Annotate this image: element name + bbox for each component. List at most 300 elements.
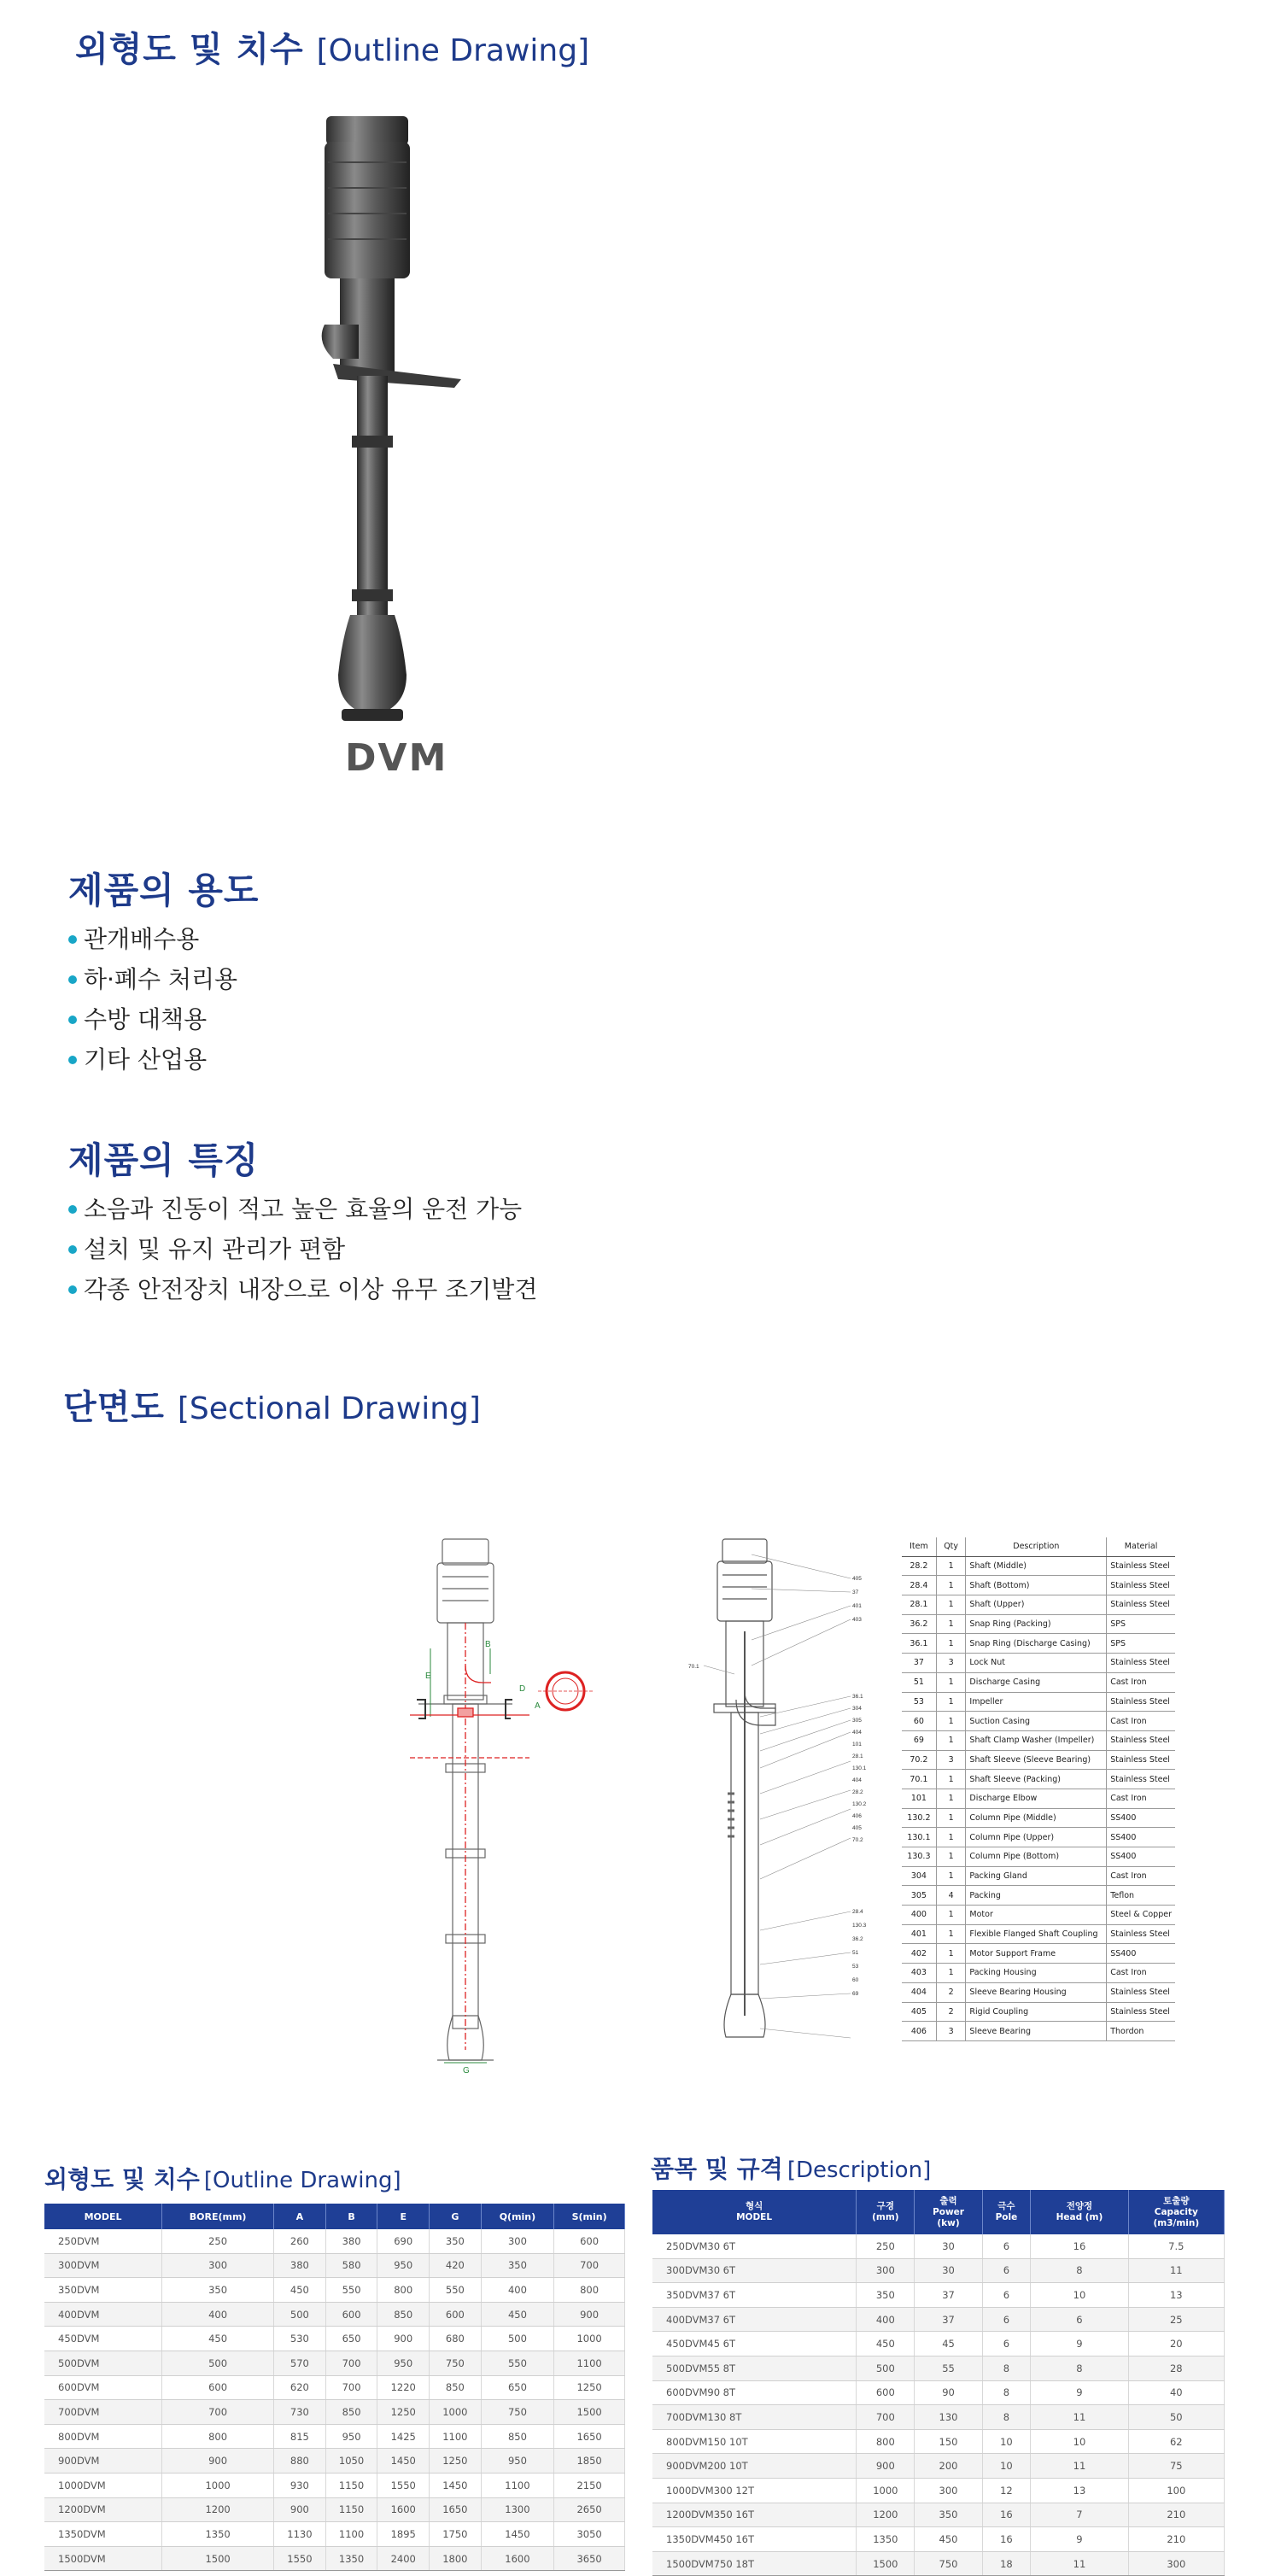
table-cell: 350DVM37 6T <box>652 2283 857 2308</box>
table-row <box>44 2546 625 2571</box>
table-cell: 51 <box>902 1672 936 1692</box>
column-header-line: (kw) <box>937 2217 960 2228</box>
table-cell: 450 <box>481 2302 553 2327</box>
column-header <box>915 2190 982 2234</box>
table-row <box>902 1614 1175 1634</box>
dimension-drawing <box>393 1537 598 2075</box>
table-cell: 350 <box>162 2278 274 2303</box>
table-row <box>902 1964 1175 1983</box>
table-cell: 403 <box>902 1964 936 1983</box>
table-cell: Stainless Steel <box>1107 1654 1175 1673</box>
table-row <box>652 2503 1225 2527</box>
table-cell: 6 <box>982 2332 1031 2356</box>
table-cell: 500 <box>481 2327 553 2351</box>
table-row <box>902 1808 1175 1828</box>
table-cell: 450DVM45 6T <box>652 2332 857 2356</box>
column-header <box>1128 2190 1224 2234</box>
table-cell: 37 <box>915 2307 982 2332</box>
column-header-line: 형식 <box>745 2201 763 2211</box>
table-cell: 11 <box>1031 2551 1128 2576</box>
column-header-line: Head (m) <box>1056 2212 1103 2222</box>
table-cell: 380 <box>274 2253 326 2278</box>
table-cell: 3650 <box>554 2546 625 2571</box>
table-row <box>902 1692 1175 1712</box>
table-cell: 550 <box>325 2278 377 2303</box>
table-row <box>902 1556 1175 1576</box>
table-cell: 700 <box>325 2351 377 2375</box>
table-cell: 1 <box>936 1595 966 1615</box>
table-cell: 1100 <box>554 2351 625 2375</box>
table-cell: 28 <box>1128 2356 1224 2380</box>
table-cell: Column Pipe (Upper) <box>966 1828 1107 1847</box>
callout: 401 <box>852 1603 862 1609</box>
table-cell: 75 <box>1128 2454 1224 2479</box>
parts-table <box>902 1537 1175 2041</box>
table-row <box>902 1944 1175 1964</box>
table-cell: 450DVM <box>44 2327 162 2351</box>
table-cell: 1000DVM300 12T <box>652 2478 857 2503</box>
model-label: DVM <box>345 736 448 780</box>
table-cell: 350 <box>857 2283 915 2308</box>
column-header: B <box>325 2204 377 2229</box>
table-cell: Packing Housing <box>966 1964 1107 1983</box>
table-cell: 1000 <box>554 2327 625 2351</box>
table-cell: 700 <box>325 2375 377 2400</box>
table-cell: Suction Casing <box>966 1712 1107 1731</box>
table-cell: 380 <box>325 2229 377 2253</box>
table-cell: 600 <box>325 2302 377 2327</box>
table-row <box>652 2332 1225 2356</box>
bullet-icon <box>68 1056 77 1064</box>
sectional-heading-en: [Sectional Drawing] <box>177 1391 481 1426</box>
table-cell: 1 <box>936 1634 966 1654</box>
table-cell: 300 <box>857 2258 915 2283</box>
table-cell: 200 <box>915 2454 982 2479</box>
table-cell: 55 <box>915 2356 982 2380</box>
table-cell: 850 <box>325 2400 377 2425</box>
table-cell: 4 <box>936 1886 966 1906</box>
table-cell: Stainless Steel <box>1107 1576 1175 1595</box>
dvm-pump-photo <box>307 111 478 726</box>
table-cell: 9 <box>1031 2380 1128 2405</box>
table-cell: 1 <box>936 1924 966 1944</box>
table-cell: 1500DVM <box>44 2546 162 2571</box>
table-cell: 1800 <box>430 2546 482 2571</box>
column-header: BORE(mm) <box>162 2204 274 2229</box>
table-cell: 350DVM <box>44 2278 162 2303</box>
table-cell: 62 <box>1128 2429 1224 2454</box>
table-cell: Snap Ring (Packing) <box>966 1614 1107 1634</box>
table-row <box>902 1906 1175 1925</box>
outline-table-heading <box>44 2161 401 2195</box>
callout: 130.1 <box>852 1765 867 1771</box>
table-row <box>902 1654 1175 1673</box>
callout: 36.2 <box>852 1936 863 1942</box>
table-cell: 28.1 <box>902 1595 936 1615</box>
table-cell: Shaft (Middle) <box>966 1556 1107 1576</box>
table-cell: 40 <box>1128 2380 1224 2405</box>
callout: 404 <box>852 1730 862 1736</box>
table-row <box>44 2351 625 2375</box>
table-cell: 404 <box>902 1982 936 2002</box>
table-cell: Column Pipe (Middle) <box>966 1808 1107 1828</box>
outline-heading <box>75 22 589 71</box>
table-cell: 8 <box>1031 2258 1128 2283</box>
outline-dimension-table <box>44 2204 625 2571</box>
table-cell: 1 <box>936 1576 966 1595</box>
dim-letter-d: D <box>519 1684 526 1694</box>
table-cell: 305 <box>902 1886 936 1906</box>
table-cell: 300DVM <box>44 2253 162 2278</box>
table-cell: 1850 <box>554 2449 625 2474</box>
table-cell: 260 <box>274 2229 326 2253</box>
table-cell: 750 <box>915 2551 982 2576</box>
usage-list <box>68 919 237 1080</box>
callout: 37 <box>852 1590 859 1595</box>
table-row <box>44 2327 625 2351</box>
list-item: 기타 산업용 <box>68 1039 237 1080</box>
callout: 51 <box>852 1950 859 1956</box>
table-row <box>652 2258 1225 2283</box>
table-cell: Motor <box>966 1906 1107 1925</box>
table-cell: 37 <box>915 2283 982 2308</box>
table-cell: 620 <box>274 2375 326 2400</box>
column-header-line: Capacity <box>1154 2206 1198 2217</box>
table-cell: Stainless Steel <box>1107 1595 1175 1615</box>
table-cell: 600 <box>162 2375 274 2400</box>
table-cell: 37 <box>902 1654 936 1673</box>
callout: 60 <box>852 1977 859 1983</box>
table-cell: 13 <box>1031 2478 1128 2503</box>
table-cell: Discharge Casing <box>966 1672 1107 1692</box>
column-header-line: 전양정 <box>1066 2201 1093 2211</box>
table-row <box>902 1634 1175 1654</box>
table-cell: 800 <box>377 2278 430 2303</box>
table-cell: 20 <box>1128 2332 1224 2356</box>
table-cell: 450 <box>162 2327 274 2351</box>
callout: 404 <box>852 1777 862 1783</box>
column-header: MODEL <box>44 2204 162 2229</box>
table-cell: 900 <box>274 2497 326 2522</box>
table-cell: 1 <box>936 1556 966 1576</box>
table-cell: 700DVM <box>44 2400 162 2425</box>
table-cell: Stainless Steel <box>1107 1730 1175 1750</box>
table-cell: 6 <box>982 2307 1031 2332</box>
callout: 70.2 <box>852 1837 863 1843</box>
table-cell: Cast Iron <box>1107 1789 1175 1808</box>
table-row <box>44 2522 625 2547</box>
table-row <box>902 1712 1175 1731</box>
table-cell: 450 <box>915 2527 982 2552</box>
table-row <box>44 2253 625 2278</box>
table-cell: 30 <box>915 2258 982 2283</box>
callout: 36.1 <box>852 1694 863 1700</box>
table-row <box>902 1886 1175 1906</box>
table-cell: 500 <box>162 2351 274 2375</box>
table-row <box>44 2278 625 2303</box>
table-cell: 11 <box>1128 2258 1224 2283</box>
table-row <box>652 2478 1225 2503</box>
table-cell: 1200DVM <box>44 2497 162 2522</box>
callout: 305 <box>852 1718 862 1724</box>
table-cell: 3 <box>936 1750 966 1770</box>
sectional-heading-ko: 단면도 <box>63 1388 165 1427</box>
table-cell: 900 <box>554 2302 625 2327</box>
bullet-icon <box>68 1245 77 1254</box>
table-cell: 500 <box>857 2356 915 2380</box>
table-cell: 1250 <box>554 2375 625 2400</box>
bullet-icon <box>68 1285 77 1294</box>
table-cell: 8 <box>1031 2356 1128 2380</box>
table-cell: 1000DVM <box>44 2473 162 2497</box>
table-cell: 16 <box>982 2527 1031 2552</box>
table-cell: 402 <box>902 1944 936 1964</box>
table-cell: 45 <box>915 2332 982 2356</box>
table-cell: 750 <box>430 2351 482 2375</box>
table-row <box>902 1730 1175 1750</box>
table-cell: Snap Ring (Discharge Casing) <box>966 1634 1107 1654</box>
table-cell: 1450 <box>430 2473 482 2497</box>
table-row <box>44 2400 625 2425</box>
table-cell: SPS <box>1107 1614 1175 1634</box>
table-cell: 50 <box>1128 2405 1224 2430</box>
table-cell: 600 <box>554 2229 625 2253</box>
table-cell: 800 <box>857 2429 915 2454</box>
column-header: S(min) <box>554 2204 625 2229</box>
table-cell: Stainless Steel <box>1107 1982 1175 2002</box>
table-cell: 1050 <box>325 2449 377 2474</box>
outline-table-heading-ko: 외형도 및 치수 <box>44 2165 200 2193</box>
callout: 70.1 <box>688 1664 699 1670</box>
table-cell: 1500 <box>857 2551 915 2576</box>
table-cell: Impeller <box>966 1692 1107 1712</box>
table-cell: 130.1 <box>902 1828 936 1847</box>
table-cell: 11 <box>1031 2405 1128 2430</box>
table-cell: 1500 <box>162 2546 274 2571</box>
table-cell: 600 <box>857 2380 915 2405</box>
outline-heading-en: [Outline Drawing] <box>316 33 590 68</box>
table-cell: 400 <box>162 2302 274 2327</box>
table-cell: 300 <box>162 2253 274 2278</box>
table-cell: 101 <box>902 1789 936 1808</box>
list-item: 수방 대책용 <box>68 999 237 1039</box>
table-row <box>902 1595 1175 1615</box>
table-cell: 1550 <box>274 2546 326 2571</box>
table-cell: 36.1 <box>902 1634 936 1654</box>
table-cell: 1650 <box>554 2424 625 2449</box>
callout: 304 <box>852 1706 862 1712</box>
table-cell: SS400 <box>1107 1944 1175 1964</box>
callout: 69 <box>852 1991 859 1997</box>
table-cell: 10 <box>982 2454 1031 2479</box>
table-cell: 250 <box>162 2229 274 2253</box>
description-heading-ko: 품목 및 규격 <box>651 2155 783 2183</box>
table-cell: Lock Nut <box>966 1654 1107 1673</box>
callout: 403 <box>852 1617 862 1623</box>
table-cell: 1600 <box>481 2546 553 2571</box>
list-item: 각종 안전장치 내장으로 이상 유무 조기발견 <box>68 1269 537 1309</box>
table-cell: 130 <box>915 2405 982 2430</box>
column-header <box>652 2190 857 2234</box>
table-cell: 1200 <box>857 2503 915 2527</box>
table-cell: 53 <box>902 1692 936 1712</box>
table-cell: Cast Iron <box>1107 1964 1175 1983</box>
table-cell: Stainless Steel <box>1107 1556 1175 1576</box>
table-cell: 1500DVM750 18T <box>652 2551 857 2576</box>
table-cell: 1000 <box>430 2400 482 2425</box>
table-row <box>652 2380 1225 2405</box>
table-cell: 1150 <box>325 2497 377 2522</box>
table-cell: 405 <box>902 2002 936 2022</box>
table-cell: 10 <box>1031 2283 1128 2308</box>
table-cell: 8 <box>982 2380 1031 2405</box>
table-cell: 850 <box>430 2375 482 2400</box>
table-cell: 7.5 <box>1128 2234 1224 2258</box>
column-header-line: Power <box>933 2206 964 2217</box>
table-cell: 1 <box>936 1828 966 1847</box>
table-cell: 1500 <box>554 2400 625 2425</box>
table-row <box>652 2356 1225 2380</box>
column-header: Q(min) <box>481 2204 553 2229</box>
table-cell: 930 <box>274 2473 326 2497</box>
table-cell: 1200DVM350 16T <box>652 2503 857 2527</box>
table-cell: 450 <box>274 2278 326 2303</box>
table-cell: 10 <box>1031 2429 1128 2454</box>
table-cell: 580 <box>325 2253 377 2278</box>
table-cell: Rigid Coupling <box>966 2002 1107 2022</box>
column-header <box>982 2190 1031 2234</box>
table-cell: SS400 <box>1107 1808 1175 1828</box>
table-cell: 500DVM <box>44 2351 162 2375</box>
table-row <box>902 1828 1175 1847</box>
table-cell: 1895 <box>377 2522 430 2547</box>
table-cell: 25 <box>1128 2307 1224 2332</box>
table-cell: 60 <box>902 1712 936 1731</box>
table-cell: 600 <box>430 2302 482 2327</box>
table-cell: 400DVM <box>44 2302 162 2327</box>
table-cell: 1 <box>936 1944 966 1964</box>
table-cell: 700 <box>554 2253 625 2278</box>
table-cell: 1000 <box>857 2478 915 2503</box>
table-cell: 850 <box>377 2302 430 2327</box>
table-cell: 900 <box>377 2327 430 2351</box>
table-cell: 950 <box>377 2351 430 2375</box>
table-cell: 30 <box>915 2234 982 2258</box>
table-cell: 680 <box>430 2327 482 2351</box>
table-cell: 1 <box>936 1847 966 1867</box>
table-row <box>902 1789 1175 1808</box>
bullet-icon <box>68 1205 77 1214</box>
table-cell: 300 <box>1128 2551 1224 2576</box>
outline-heading-ko: 외형도 및 치수 <box>75 30 304 69</box>
table-cell: 28.4 <box>902 1576 936 1595</box>
table-header-row <box>44 2204 625 2229</box>
table-cell: 880 <box>274 2449 326 2474</box>
table-cell: 2 <box>936 2002 966 2022</box>
table-cell: 9 <box>1031 2527 1128 2552</box>
table-row <box>902 1866 1175 1886</box>
table-cell: 850 <box>481 2424 553 2449</box>
table-cell: 90 <box>915 2380 982 2405</box>
table-cell: Shaft Sleeve (Sleeve Bearing) <box>966 1750 1107 1770</box>
column-header-line: Pole <box>995 2212 1018 2222</box>
table-cell: Stainless Steel <box>1107 1770 1175 1789</box>
table-cell: 700 <box>857 2405 915 2430</box>
table-cell: 815 <box>274 2424 326 2449</box>
table-cell: 300 <box>915 2478 982 2503</box>
table-cell: 130.2 <box>902 1808 936 1828</box>
table-cell: 650 <box>325 2327 377 2351</box>
usage-heading: 제품의 용도 <box>68 869 260 911</box>
sectional-heading <box>63 1380 481 1429</box>
table-cell: 3 <box>936 1654 966 1673</box>
callout: 130.3 <box>852 1923 867 1929</box>
table-cell: 1150 <box>325 2473 377 2497</box>
callout: 53 <box>852 1964 859 1970</box>
table-cell: 700DVM130 8T <box>652 2405 857 2430</box>
table-row <box>44 2424 625 2449</box>
features-heading: 제품의 특징 <box>68 1139 260 1181</box>
table-cell: 6 <box>1031 2307 1128 2332</box>
table-cell: 1100 <box>430 2424 482 2449</box>
table-row <box>902 1770 1175 1789</box>
table-cell: 600DVM <box>44 2375 162 2400</box>
table-cell: 12 <box>982 2478 1031 2503</box>
column-header-line: (m3/min) <box>1153 2217 1200 2228</box>
table-cell: 1100 <box>325 2522 377 2547</box>
callout: 101 <box>852 1742 862 1748</box>
table-row <box>652 2307 1225 2332</box>
table-cell: 400 <box>857 2307 915 2332</box>
table-cell: 130.3 <box>902 1847 936 1867</box>
table-cell: 6 <box>982 2283 1031 2308</box>
table-cell: 950 <box>325 2424 377 2449</box>
table-cell: 600DVM90 8T <box>652 2380 857 2405</box>
table-cell: 1450 <box>377 2449 430 2474</box>
table-cell: 69 <box>902 1730 936 1750</box>
table-cell: 650 <box>481 2375 553 2400</box>
table-cell: 250 <box>857 2234 915 2258</box>
dim-letter-e: E <box>425 1671 431 1681</box>
table-cell: Sleeve Bearing Housing <box>966 1982 1107 2002</box>
table-cell: 1250 <box>430 2449 482 2474</box>
table-cell: 1130 <box>274 2522 326 2547</box>
column-header: A <box>274 2204 326 2229</box>
table-cell: 150 <box>915 2429 982 2454</box>
table-cell: 1200 <box>162 2497 274 2522</box>
table-row <box>902 2002 1175 2022</box>
table-cell: 400 <box>481 2278 553 2303</box>
table-row <box>902 1924 1175 1944</box>
column-header-line: MODEL <box>736 2212 773 2222</box>
description-heading-en: [Description] <box>787 2157 932 2183</box>
dim-letter-b: B <box>485 1640 491 1649</box>
column-header <box>1031 2190 1128 2234</box>
table-cell: 9 <box>1031 2332 1128 2356</box>
table-cell: 570 <box>274 2351 326 2375</box>
table-cell: Column Pipe (Bottom) <box>966 1847 1107 1867</box>
table-cell: 100 <box>1128 2478 1224 2503</box>
table-cell: SPS <box>1107 1634 1175 1654</box>
table-cell: 1 <box>936 1712 966 1731</box>
table-cell: 550 <box>481 2351 553 2375</box>
table-cell: 2150 <box>554 2473 625 2497</box>
table-cell: 300DVM30 6T <box>652 2258 857 2283</box>
table-row <box>902 1750 1175 1770</box>
table-cell: 1 <box>936 1866 966 1886</box>
table-row <box>652 2234 1225 2258</box>
table-cell: 1300 <box>481 2497 553 2522</box>
